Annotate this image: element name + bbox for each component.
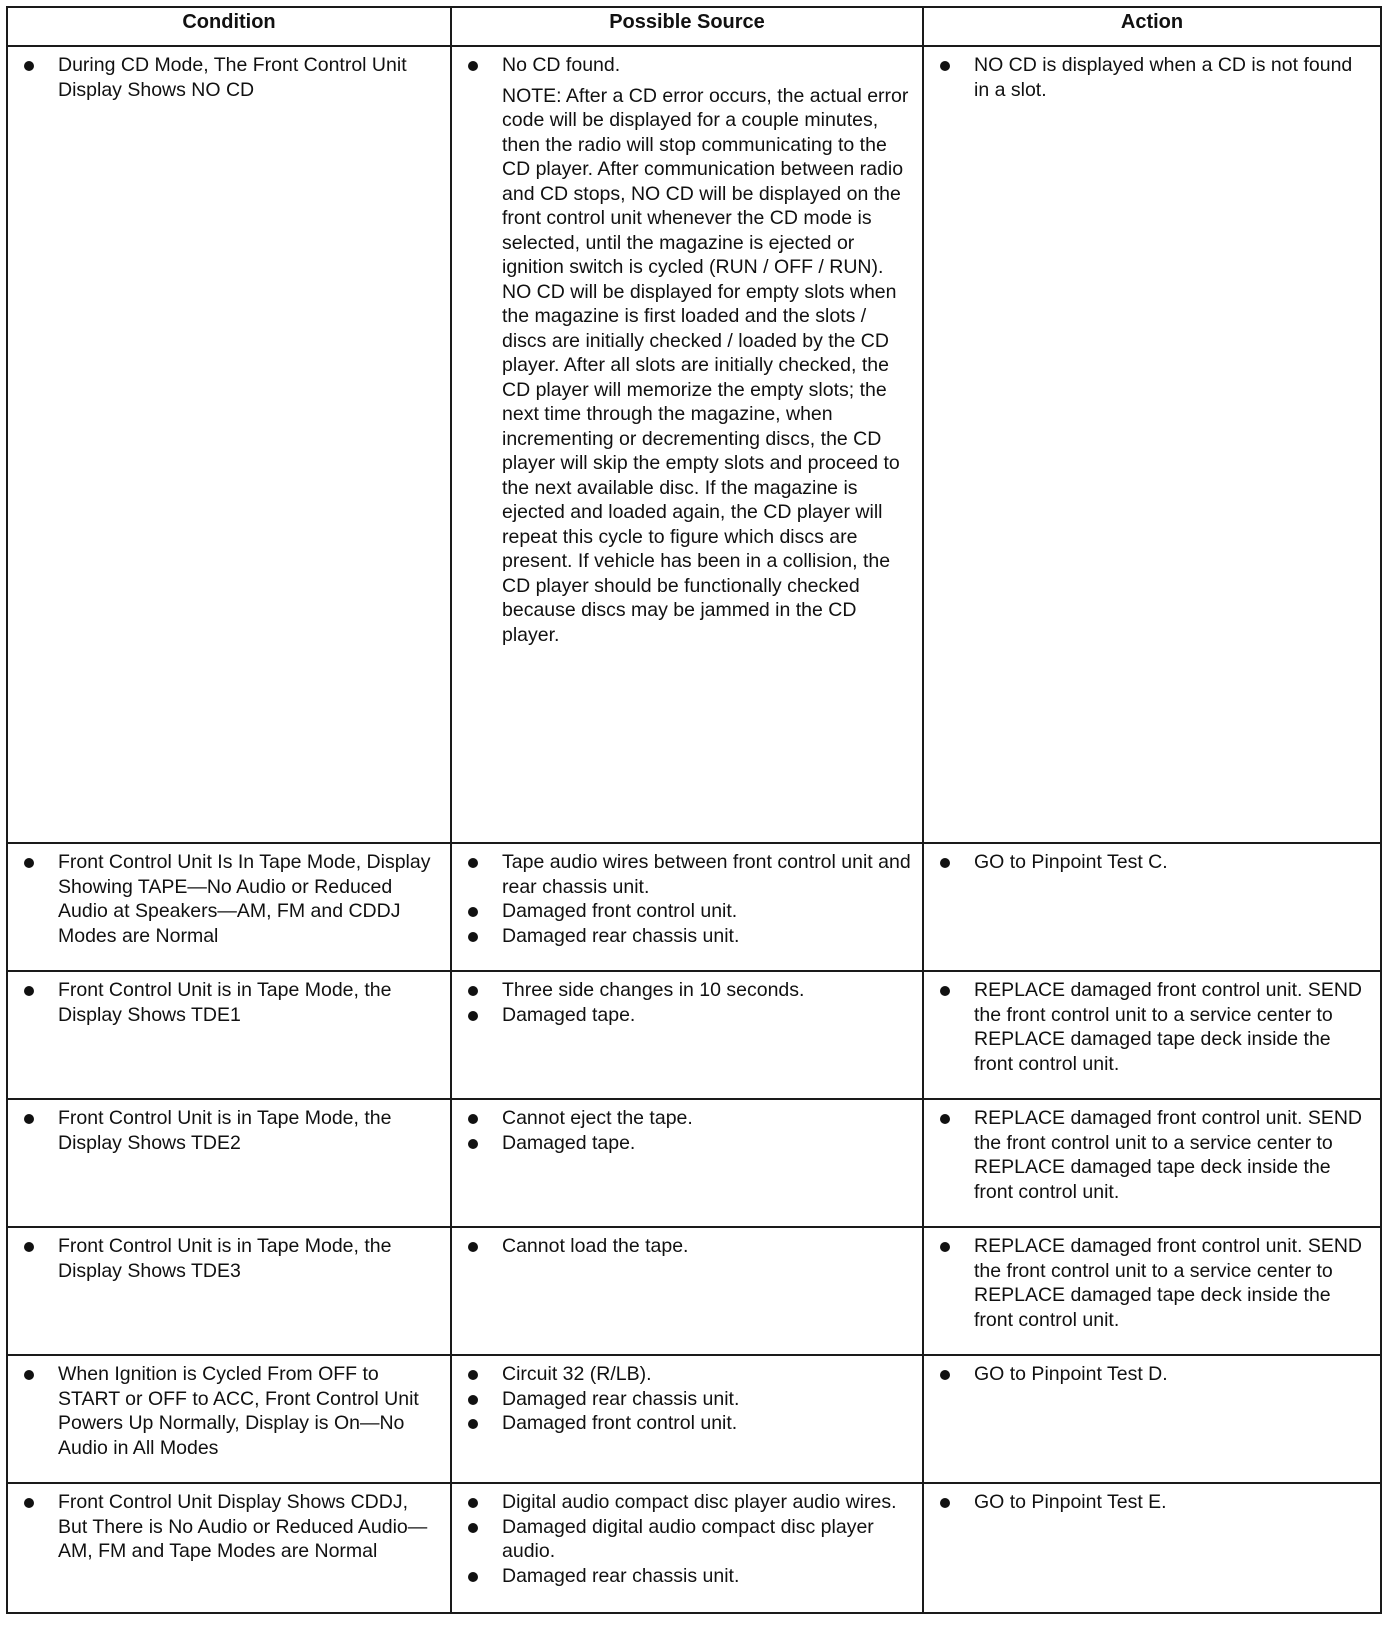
bullet-list [466,850,914,948]
bullet-list [22,1490,442,1564]
table-row [7,1355,1381,1483]
bullet-item: Front Control Unit Display Shows CDDJ, But There is No Audio or Reduced Audio—AM, FM and Tape Modes are Normal [22,1490,442,1564]
action-cell [923,1355,1381,1483]
bullet-item: Cannot load the tape. [466,1234,914,1259]
possible-source-cell [451,1355,923,1483]
action-cell [923,843,1381,971]
bullet-item: Cannot eject the tape. [466,1106,914,1131]
symptom-diagnosis-table [6,6,1382,1614]
action-cell [923,971,1381,1099]
bullet-list [938,53,1372,102]
bullet-item: REPLACE damaged front control unit. SEND the front control unit to a service center to REPLACE damaged tape deck inside the front control unit. [938,978,1372,1076]
possible-source-cell [451,843,923,971]
table-row [7,1483,1381,1613]
bullet-list [466,1106,914,1155]
bullet-item: GO to Pinpoint Test D. [938,1362,1372,1387]
bullet-list [22,1362,442,1460]
bullet-list [22,978,442,1027]
table-row [7,971,1381,1099]
possible-source-cell [451,1099,923,1227]
condition-cell [7,1099,451,1227]
bullet-item: NO CD is displayed when a CD is not found in a slot. [938,53,1372,102]
bullet-list [466,978,914,1027]
action-cell [923,1099,1381,1227]
bullet-item: Tape audio wires between front control unit and rear chassis unit. [466,850,914,899]
bullet-list [22,850,442,948]
table-row [7,843,1381,971]
bullet-item: Front Control Unit is in Tape Mode, the Display Shows TDE1 [22,978,442,1027]
bullet-list [938,1362,1372,1387]
cd-error-note: NOTE: After a CD error occurs, the actual error code will be displayed for a couple minutes, then the radio will stop communicating to the CD player. After communication between radio and CD stops, NO CD will be displayed on the front control unit whenever the CD mode is selected, until the magazine is ejected or ignition switch is cycled (RUN / OFF / RUN). NO CD will be displayed for empty slots when the magazine is first loaded and the slots / discs are initially checked / loaded by the CD player. After all slots are initially checked, the CD player will memorize the empty slots; the next time through the magazine, when incrementing or decrementing discs, the CD player will skip the empty slots and proceed to the next available disc. If the magazine is ejected and loaded again, the CD player will repeat this cycle to figure which discs are present. If vehicle has been in a collision, the CD player should be functionally checked because discs may be jammed in the CD player. [502,84,909,646]
bullet-item: GO to Pinpoint Test C. [938,850,1372,875]
bullet-item: Damaged rear chassis unit. [466,1387,914,1412]
table-row [7,46,1381,843]
bullet-list [466,53,914,78]
possible-source-cell [451,1483,923,1613]
possible-source-cell [451,971,923,1099]
bullet-item: Front Control Unit Is In Tape Mode, Display Showing TAPE—No Audio or Reduced Audio at Speakers—AM, FM and CDDJ Modes are Normal [22,850,442,948]
bullet-list [938,1234,1372,1332]
bullet-item: No CD found. [466,53,914,78]
bullet-item: REPLACE damaged front control unit. SEND the front control unit to a service center to REPLACE damaged tape deck inside the front control unit. [938,1234,1372,1332]
possible-source-header: Possible Source [451,7,923,46]
action-header: Action [923,7,1381,46]
possible-source-cell [451,1227,923,1355]
header-row [7,7,1381,46]
bullet-item: Damaged rear chassis unit. [466,1564,914,1589]
condition-cell [7,1355,451,1483]
condition-header: Condition [7,7,451,46]
bullet-list [938,1106,1372,1204]
condition-cell [7,46,451,843]
bullet-item: Three side changes in 10 seconds. [466,978,914,1003]
condition-cell [7,1483,451,1613]
condition-cell [7,971,451,1099]
table-row [7,1099,1381,1227]
possible-source-cell [451,46,923,843]
diagnosis-table-container [6,6,1380,1614]
table-row [7,1227,1381,1355]
bullet-list [938,850,1372,875]
bullet-item: Damaged front control unit. [466,899,914,924]
bullet-item: Damaged rear chassis unit. [466,924,914,949]
bullet-list [938,1490,1372,1515]
bullet-item: REPLACE damaged front control unit. SEND the front control unit to a service center to REPLACE damaged tape deck inside the front control unit. [938,1106,1372,1204]
bullet-item: Damaged digital audio compact disc player audio. [466,1515,914,1564]
bullet-item: Damaged tape. [466,1131,914,1156]
bullet-list [466,1234,914,1259]
bullet-item: Front Control Unit is in Tape Mode, the Display Shows TDE2 [22,1106,442,1155]
bullet-list [466,1490,914,1588]
bullet-item: Digital audio compact disc player audio wires. [466,1490,914,1515]
bullet-item: Front Control Unit is in Tape Mode, the Display Shows TDE3 [22,1234,442,1283]
action-cell [923,1483,1381,1613]
bullet-item: Damaged front control unit. [466,1411,914,1436]
bullet-list [466,1362,914,1436]
bullet-item: During CD Mode, The Front Control Unit Display Shows NO CD [22,53,442,102]
action-cell [923,46,1381,843]
bullet-item: GO to Pinpoint Test E. [938,1490,1372,1515]
bullet-list [22,1234,442,1283]
bullet-item: Circuit 32 (R/LB). [466,1362,914,1387]
bullet-list [938,978,1372,1076]
bullet-list [22,53,442,102]
action-cell [923,1227,1381,1355]
bullet-list [22,1106,442,1155]
condition-cell [7,843,451,971]
condition-cell [7,1227,451,1355]
bullet-item: When Ignition is Cycled From OFF to START or OFF to ACC, Front Control Unit Powers Up Normally, Display is On—No Audio in All Modes [22,1362,442,1460]
bullet-item: Damaged tape. [466,1003,914,1028]
